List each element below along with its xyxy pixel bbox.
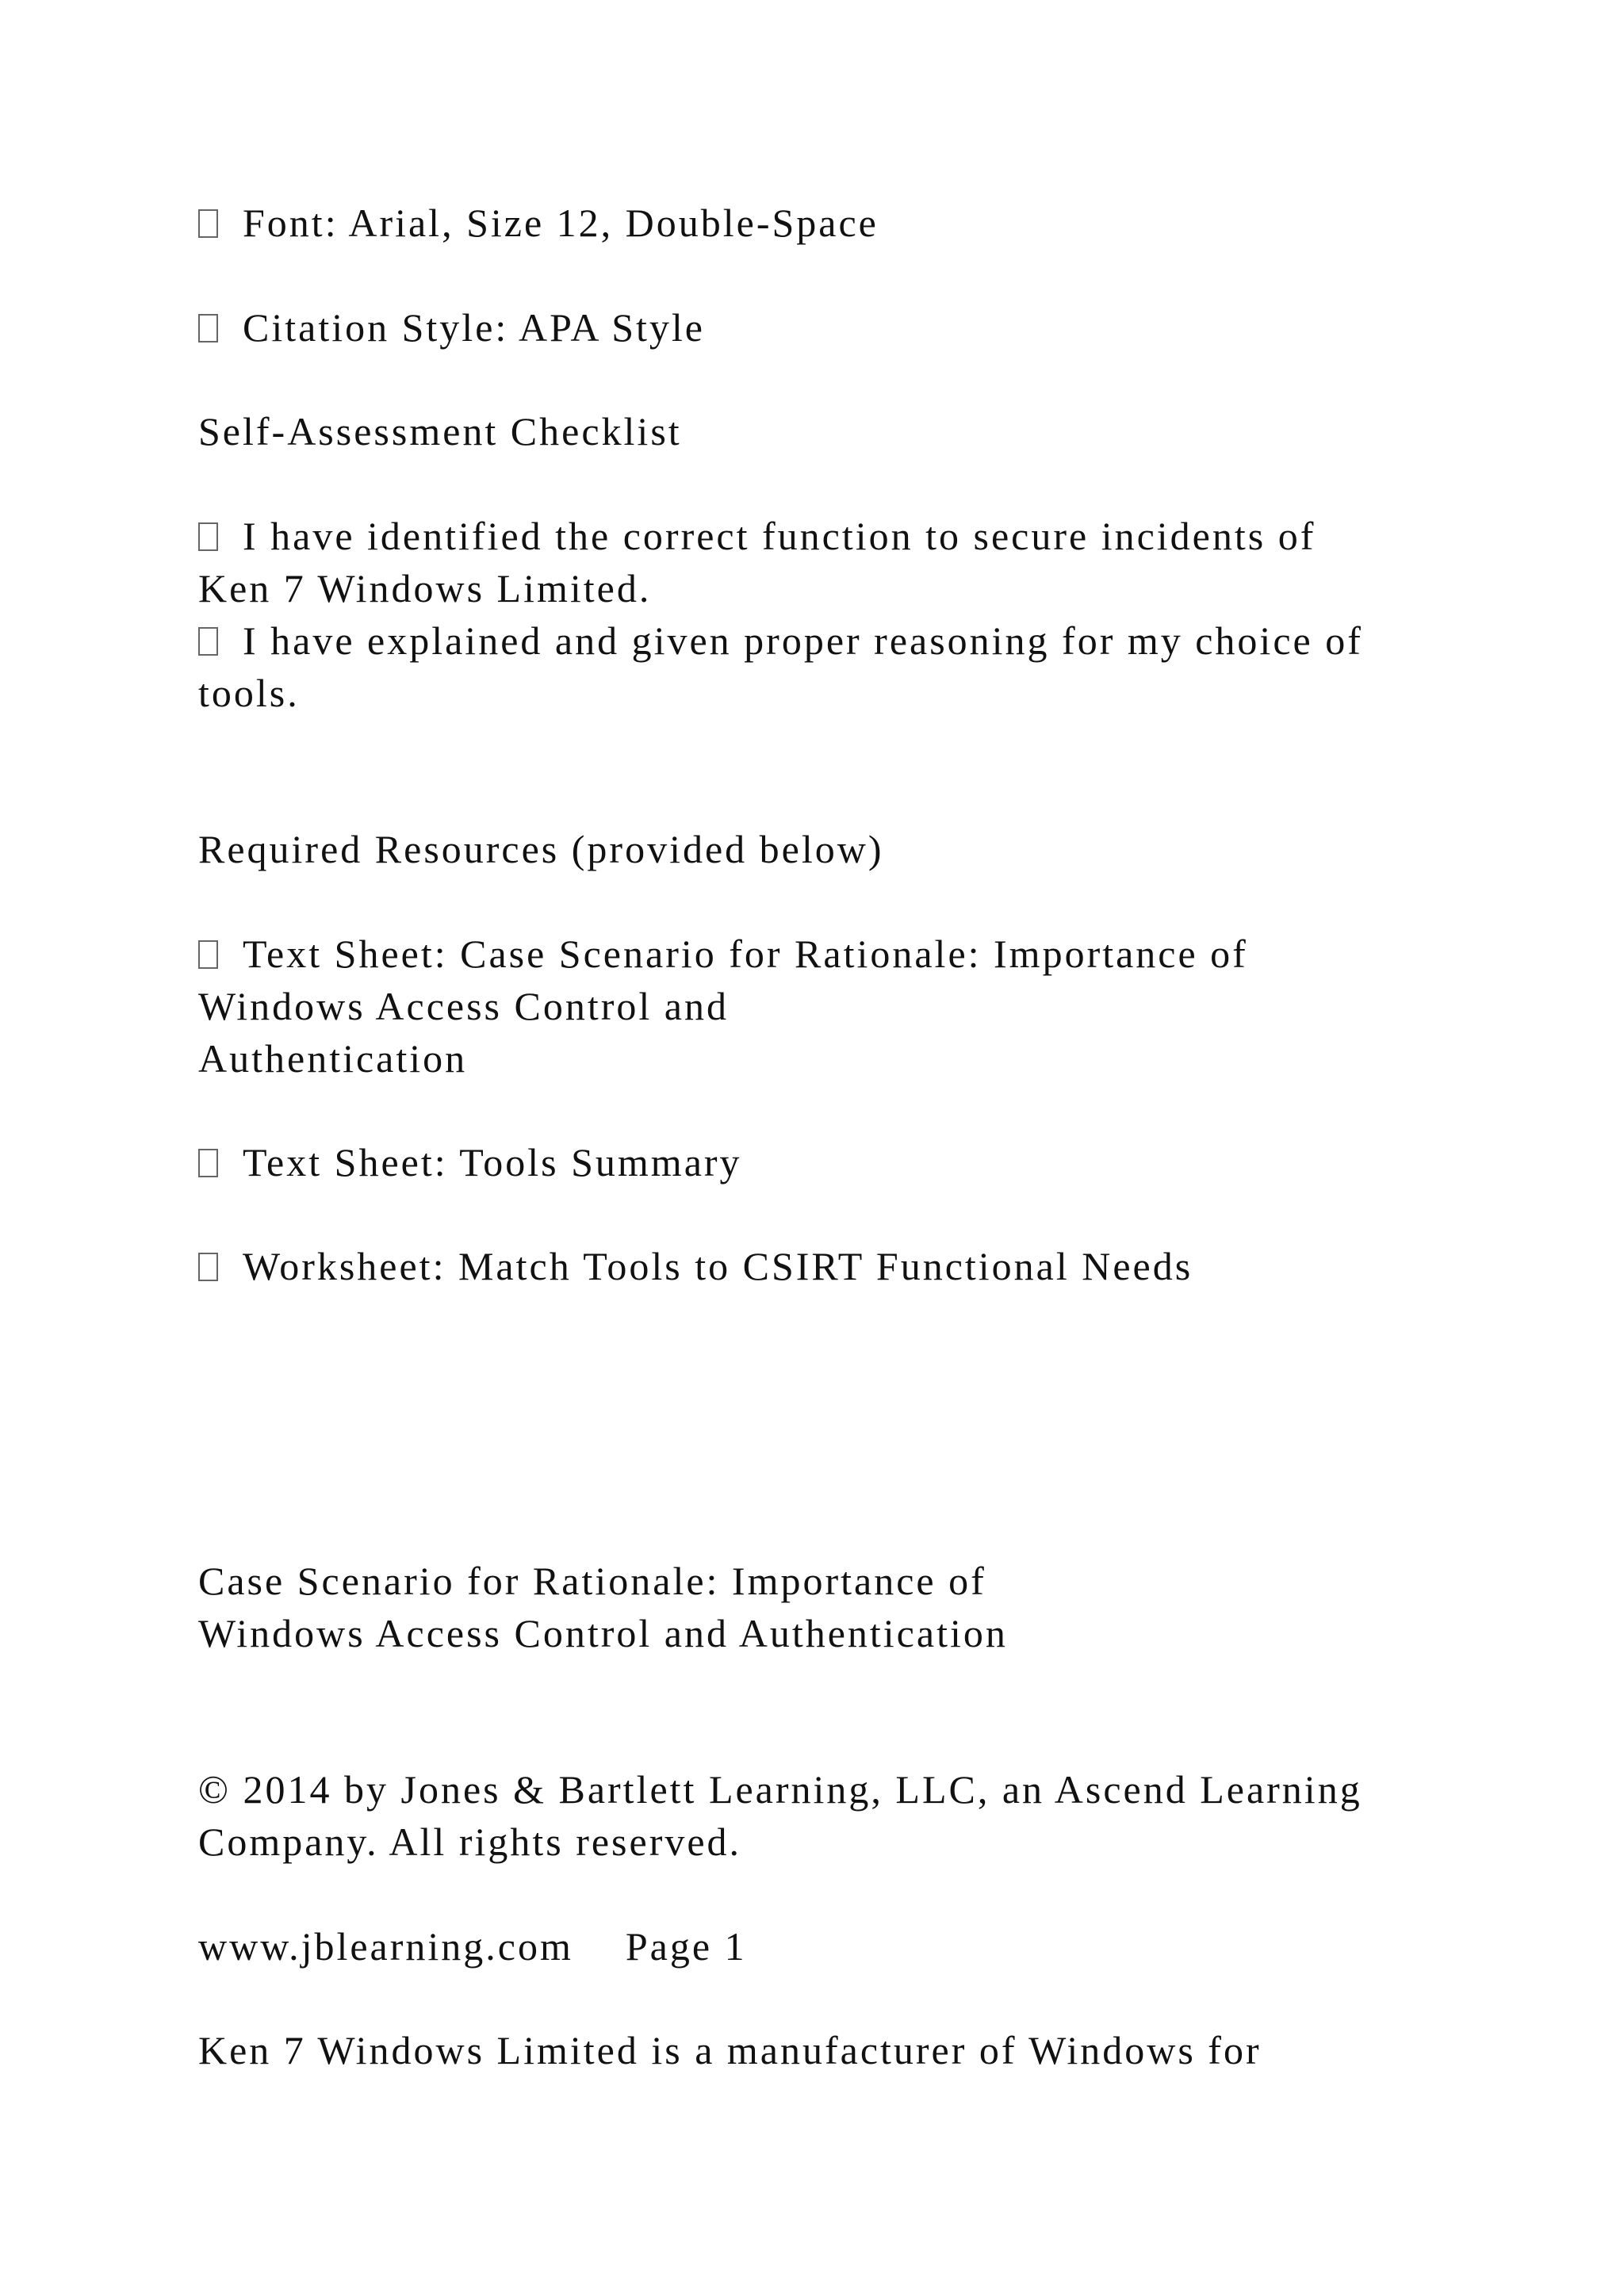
checklist-item-1-continued: Ken 7 Windows Limited. bbox=[198, 566, 652, 610]
page-number: Page 1 bbox=[625, 1924, 747, 1969]
copyright-notice: © 2014 by Jones & Bartlett Learning, LLC, an Ascend Learning bbox=[198, 1767, 1362, 1812]
bullet-text: Font: Arial, Size 12, Double-Space bbox=[243, 201, 879, 245]
bullet-text: Citation Style: APA Style bbox=[243, 305, 705, 350]
bullet-item-citation bbox=[198, 301, 705, 354]
bullet-box-icon bbox=[198, 510, 243, 562]
section-heading-checklist: Self-Assessment Checklist bbox=[198, 409, 682, 453]
section-heading-resources: Required Resources (provided below) bbox=[198, 827, 884, 871]
checklist-item-1 bbox=[198, 510, 1316, 562]
resource-item-case-scenario bbox=[198, 928, 1248, 980]
bullet-item-font bbox=[198, 197, 879, 249]
resource-item-worksheet bbox=[198, 1240, 1193, 1292]
checklist-item-2-continued: tools. bbox=[198, 671, 300, 715]
bullet-box-icon bbox=[198, 301, 243, 354]
bullet-box-icon bbox=[198, 197, 243, 249]
bullet-box-icon bbox=[198, 1136, 243, 1188]
bullet-box-icon bbox=[198, 614, 243, 667]
checklist-item-2 bbox=[198, 614, 1363, 667]
resource-item-tools-summary bbox=[198, 1136, 742, 1188]
body-paragraph-start: Ken 7 Windows Limited is a manufacturer of Windows for bbox=[198, 2028, 1262, 2072]
bullet-text: I have identified the correct function to secure incidents of bbox=[243, 514, 1316, 558]
bullet-text: I have explained and given proper reasoning for my choice of bbox=[243, 618, 1363, 663]
bullet-text: Text Sheet: Case Scenario for Rationale: Importance of bbox=[243, 932, 1248, 976]
bullet-text: Worksheet: Match Tools to CSIRT Functional Needs bbox=[243, 1244, 1193, 1288]
page-footer bbox=[198, 1920, 747, 1973]
case-scenario-title: Case Scenario for Rationale: Importance of bbox=[198, 1559, 986, 1603]
copyright-notice-continued: Company. All rights reserved. bbox=[198, 1820, 742, 1864]
resource-item-case-scenario-continued: Windows Access Control and bbox=[198, 984, 729, 1028]
bullet-box-icon bbox=[198, 1240, 243, 1292]
case-scenario-title-continued: Windows Access Control and Authentication bbox=[198, 1611, 1008, 1655]
footer-url: www.jblearning.com bbox=[198, 1924, 573, 1969]
bullet-text: Text Sheet: Tools Summary bbox=[243, 1140, 742, 1184]
bullet-box-icon bbox=[198, 928, 243, 980]
resource-item-case-scenario-continued-2: Authentication bbox=[198, 1036, 468, 1081]
